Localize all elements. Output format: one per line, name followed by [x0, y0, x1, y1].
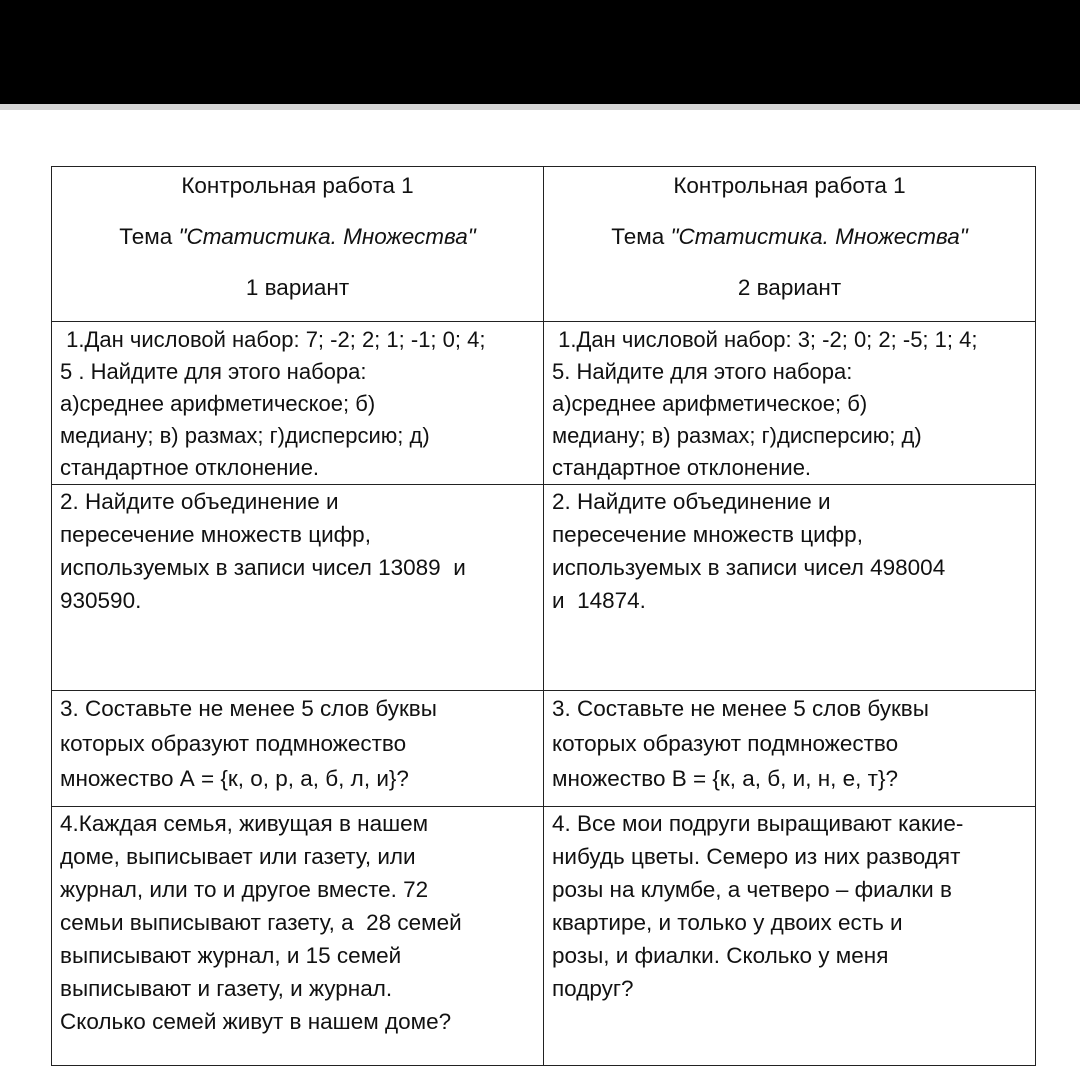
task-text: 2. Найдите объединение и пересечение множеств цифр, используемых в записи чисел 498004 и 14874. [552, 489, 946, 613]
variant-label: 1 вариант [245, 275, 350, 300]
variant-1-header-cell [52, 167, 544, 322]
task-row-2 [52, 485, 1036, 691]
variant-1-task-2-cell [52, 485, 544, 691]
variant-2-task-2-cell [544, 485, 1036, 691]
variant-1-task-1-cell [52, 322, 544, 485]
variant-1-task-4-cell [52, 807, 544, 1066]
variant-2-task-3-cell [544, 691, 1036, 807]
variant-2-task-1-cell [544, 322, 1036, 485]
task-text: 1.Дан числовой набор: 3; -2; 0; 2; -5; 1; 4; 5. Найдите для этого набора: а)среднее арифметическое; б) медиану; в) размах; г)дисперсию; д) стандартное отклонение. [552, 327, 978, 480]
test-title: Контрольная работа 1 [673, 173, 906, 198]
topic-prefix: Тема [611, 224, 671, 249]
task-row-1 [52, 322, 1036, 485]
topic-prefix: Тема [119, 224, 179, 249]
top-black-bar [0, 0, 1080, 104]
variant-2-header-cell [544, 167, 1036, 322]
test-worksheet-table [51, 166, 1036, 1066]
variant-2-task-4-cell [544, 807, 1036, 1066]
test-topic [552, 220, 1027, 253]
task-text: 2. Найдите объединение и пересечение множеств цифр, используемых в записи чисел 13089 и 930590. [60, 489, 466, 613]
task-text: 1.Дан числовой набор: 7; -2; 2; 1; -1; 0; 4; 5 . Найдите для этого набора: а)среднее арифметическое; б) медиану; в) размах; г)дисперсию; д) стандартное отклонение. [60, 327, 486, 480]
variant-label: 2 вариант [737, 275, 842, 300]
test-title: Контрольная работа 1 [181, 173, 414, 198]
task-row-4 [52, 807, 1036, 1066]
top-bar-shadow-edge [0, 104, 1080, 110]
task-row-3 [52, 691, 1036, 807]
task-text: 3. Составьте не менее 5 слов буквы которых образуют подмножество множество В = {к, а, б, и, н, е, т}? [552, 696, 929, 791]
test-topic [60, 220, 535, 253]
task-text: 4.Каждая семья, живущая в нашем доме, выписывает или газету, или журнал, или то и другое вместе. 72 семьи выписывают газету, а 28 семей выписывают журнал, и 15 семей выписывают и газету, и журнал. Сколько семей живут в нашем доме? [60, 811, 462, 1034]
task-text: 3. Составьте не менее 5 слов буквы которых образуют подмножество множество А = {к, о, р, а, б, л, и}? [60, 696, 437, 791]
header-row [52, 167, 1036, 322]
topic-name: "Статистика. Множества" [670, 224, 968, 249]
task-text: 4. Все мои подруги выращивают какие- нибудь цветы. Семеро из них разводят розы на клумбе, а четверо – фиалки в квартире, и только у двоих есть и розы, и фиалки. Сколько у меня подруг? [552, 811, 964, 1001]
topic-name: "Статистика. Множества" [178, 224, 476, 249]
variant-1-task-3-cell [52, 691, 544, 807]
